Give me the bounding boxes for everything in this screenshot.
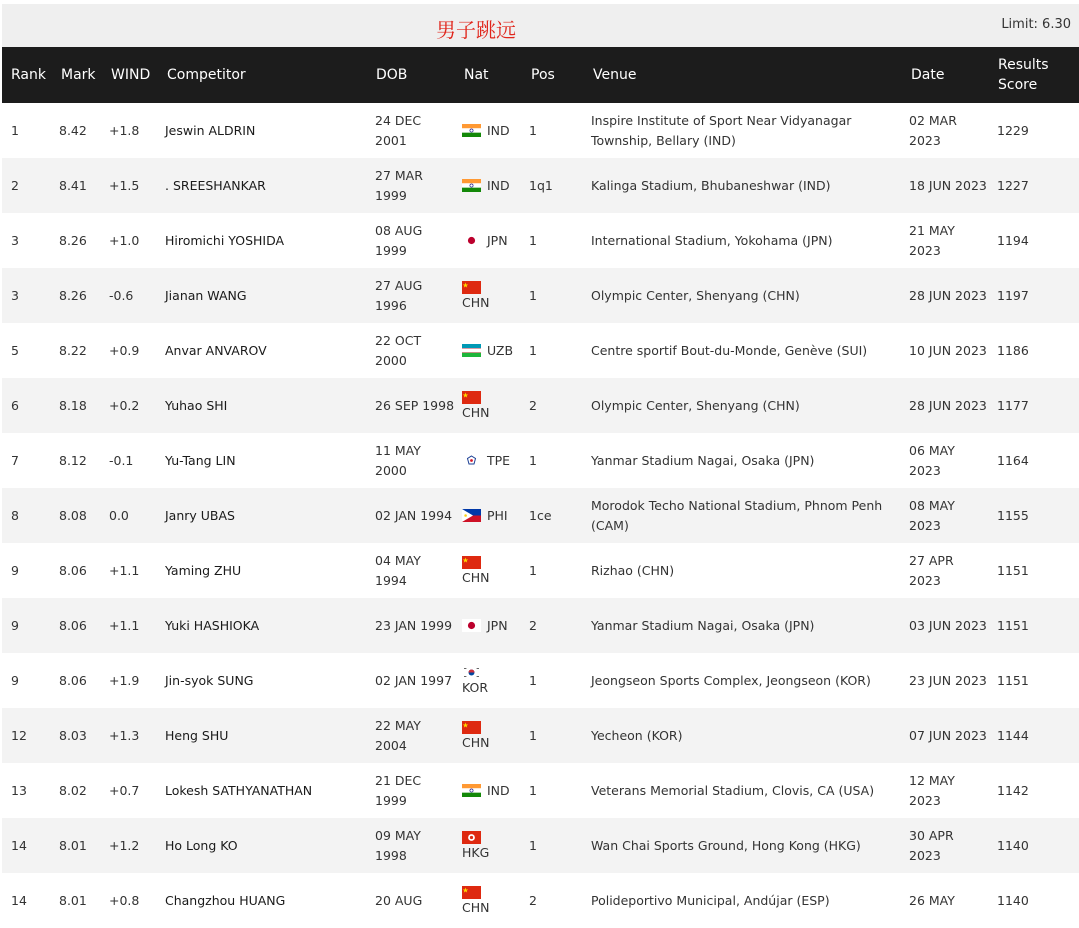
column-header-mark[interactable]: Mark (61, 67, 96, 83)
table-row (2, 598, 1079, 653)
pos-cell: 1 (529, 288, 537, 303)
score-cell: 1164 (997, 453, 1029, 468)
venue-cell: Kalinga Stadium, Bhubaneshwar (IND) (591, 177, 831, 193)
venue-cell: Inspire Institute of Sport Near Vidyanagar Township, Bellary (IND) (591, 112, 852, 148)
chn-flag-icon (462, 886, 481, 899)
competitor-link[interactable]: Yu-Tang LIN (165, 453, 236, 468)
competitor-link[interactable]: Heng SHU (165, 728, 229, 743)
chn-flag-icon (462, 721, 481, 734)
rank-cell: 1 (11, 123, 19, 138)
column-header-nat[interactable]: Nat (464, 67, 489, 83)
mark-cell: 8.26 (59, 288, 87, 303)
venue-cell: Jeongseon Sports Complex, Jeongseon (KOR) (591, 672, 871, 688)
date-cell: 30 APR 2023 (909, 827, 954, 863)
rank-cell: 9 (11, 563, 19, 578)
nat-code: JPN (487, 618, 508, 633)
date-cell: 06 MAY 2023 (909, 442, 955, 478)
dob-cell: 04 MAY 1994 (375, 552, 421, 588)
mark-cell: 8.01 (59, 893, 87, 908)
dob-cell: 22 OCT 2000 (375, 332, 422, 368)
wind-cell: +1.1 (109, 618, 140, 633)
mark-cell: 8.02 (59, 783, 87, 798)
wind-cell: 0.0 (109, 508, 129, 523)
mark-cell: 8.06 (59, 563, 87, 578)
competitor-link[interactable]: Janry UBAS (165, 508, 235, 523)
dob-cell: 22 MAY 2004 (375, 717, 421, 753)
competitor-link[interactable]: Hiromichi YOSHIDA (165, 233, 285, 248)
nat-code: CHN (462, 295, 490, 310)
nat-cell (462, 488, 526, 543)
nat-cell (462, 158, 526, 213)
dob-cell: 02 JAN 1994 (375, 507, 453, 523)
rank-cell: 13 (11, 783, 27, 798)
date-cell: 10 JUN 2023 (909, 342, 987, 358)
jpn-flag-icon (462, 619, 481, 632)
pos-cell: 1 (529, 783, 537, 798)
rank-cell: 8 (11, 508, 19, 523)
wind-cell: +1.0 (109, 233, 140, 248)
date-cell: 02 MAR 2023 (909, 112, 957, 148)
chn-flag-icon (462, 391, 481, 404)
competitor-link[interactable]: Jianan WANG (165, 288, 247, 303)
mark-cell: 8.03 (59, 728, 87, 743)
venue-cell: Olympic Center, Shenyang (CHN) (591, 287, 800, 303)
dob-cell: 11 MAY 2000 (375, 442, 421, 478)
score-cell: 1229 (997, 123, 1029, 138)
wind-cell: +1.5 (109, 178, 140, 193)
date-cell: 03 JUN 2023 (909, 617, 987, 633)
dob-cell: 24 DEC 2001 (375, 112, 422, 148)
competitor-link[interactable]: Jeswin ALDRIN (165, 123, 256, 138)
score-cell: 1151 (997, 563, 1029, 578)
column-header-competitor[interactable]: Competitor (167, 67, 246, 83)
chn-flag-icon (462, 281, 481, 294)
limit-label: Limit: 6.30 (1001, 17, 1071, 32)
pos-cell: 2 (529, 398, 537, 413)
wind-cell: +1.1 (109, 563, 140, 578)
nat-code: JPN (487, 233, 508, 248)
nat-code: IND (487, 783, 510, 798)
mark-cell: 8.22 (59, 343, 87, 358)
mark-cell: 8.06 (59, 618, 87, 633)
mark-cell: 8.01 (59, 838, 87, 853)
column-header-rank[interactable]: Rank (11, 67, 46, 83)
venue-cell: International Stadium, Yokohama (JPN) (591, 232, 833, 248)
nat-cell (462, 378, 526, 433)
competitor-link[interactable]: Yuhao SHI (165, 398, 228, 413)
pos-cell: 2 (529, 893, 537, 908)
date-cell: 23 JUN 2023 (909, 672, 987, 688)
table-row (2, 433, 1079, 488)
wind-cell: -0.6 (109, 288, 134, 303)
nat-cell (462, 543, 526, 598)
nat-cell (462, 763, 526, 818)
jpn-flag-icon (462, 234, 481, 247)
mark-cell: 8.08 (59, 508, 87, 523)
page-title: 男子跳远 (436, 18, 516, 42)
kor-flag-icon (462, 666, 481, 679)
table-row (2, 543, 1079, 598)
nat-cell (462, 818, 526, 873)
pos-cell: 1 (529, 343, 537, 358)
venue-cell: Yanmar Stadium Nagai, Osaka (JPN) (591, 617, 815, 633)
table-row (2, 323, 1079, 378)
score-cell: 1140 (997, 838, 1029, 853)
nat-code: KOR (462, 680, 489, 695)
dob-cell: 23 JAN 1999 (375, 617, 453, 633)
mark-cell: 8.18 (59, 398, 87, 413)
venue-cell: Wan Chai Sports Ground, Hong Kong (HKG) (591, 837, 861, 853)
pos-cell: 1q1 (529, 178, 553, 193)
table-row (2, 103, 1079, 158)
date-cell: 26 MAY (909, 892, 955, 908)
wind-cell: +1.2 (109, 838, 140, 853)
mark-cell: 8.06 (59, 673, 87, 688)
table-row (2, 158, 1079, 213)
score-cell: 1151 (997, 618, 1029, 633)
nat-code: CHN (462, 570, 490, 585)
table-row (2, 708, 1079, 763)
column-header-venue[interactable]: Venue (593, 67, 637, 83)
pos-cell: 2 (529, 618, 537, 633)
wind-cell: +0.8 (109, 893, 140, 908)
phi-flag-icon (462, 509, 481, 522)
score-cell: 1140 (997, 893, 1029, 908)
wind-cell: +0.9 (109, 343, 140, 358)
rank-cell: 9 (11, 673, 19, 688)
nat-code: CHN (462, 900, 490, 915)
venue-cell: Morodok Techo National Stadium, Phnom Penh (CAM) (591, 497, 883, 533)
table-row (2, 268, 1079, 323)
results-table (2, 47, 1079, 928)
column-header-pos[interactable]: Pos (531, 67, 555, 83)
date-cell: 18 JUN 2023 (909, 177, 987, 193)
venue-cell: Veterans Memorial Stadium, Clovis, CA (USA) (591, 782, 875, 798)
rank-cell: 14 (11, 838, 27, 853)
wind-cell: +0.7 (109, 783, 140, 798)
nat-code: CHN (462, 735, 490, 750)
tpe-flag-icon (462, 454, 481, 467)
venue-cell: Rizhao (CHN) (591, 562, 675, 578)
rank-cell: 6 (11, 398, 19, 413)
ind-flag-icon (462, 784, 481, 797)
nat-cell (462, 598, 526, 653)
ind-flag-icon (462, 179, 481, 192)
nat-code: CHN (462, 405, 490, 420)
nat-cell (462, 268, 526, 323)
wind-cell: +1.9 (109, 673, 140, 688)
wind-cell: +0.2 (109, 398, 140, 413)
header-bar (2, 4, 1079, 47)
competitor-link[interactable]: Ho Long KO (165, 838, 238, 853)
nat-code: IND (487, 178, 510, 193)
table-body (2, 103, 1079, 928)
wind-cell: +1.8 (109, 123, 140, 138)
competitor-link[interactable]: Lokesh SATHYANATHAN (165, 783, 313, 798)
nat-cell (462, 873, 526, 928)
nat-cell (462, 103, 526, 158)
date-cell: 21 MAY 2023 (909, 222, 955, 258)
date-cell: 28 JUN 2023 (909, 287, 987, 303)
dob-cell: 20 AUG (375, 892, 423, 908)
pos-cell: 1 (529, 123, 537, 138)
column-header-dob[interactable]: DOB (376, 67, 408, 83)
rank-cell: 12 (11, 728, 27, 743)
date-cell: 07 JUN 2023 (909, 727, 987, 743)
dob-cell: 21 DEC 1999 (375, 772, 422, 808)
competitor-link[interactable]: . SREESHANKAR (165, 178, 266, 193)
table-row (2, 488, 1079, 543)
date-cell: 28 JUN 2023 (909, 397, 987, 413)
pos-cell: 1 (529, 673, 537, 688)
pos-cell: 1 (529, 728, 537, 743)
rank-cell: 7 (11, 453, 19, 468)
competitor-link[interactable]: Anvar ANVAROV (165, 343, 267, 358)
wind-cell: -0.1 (109, 453, 134, 468)
pos-cell: 1ce (529, 508, 552, 523)
rank-cell: 9 (11, 618, 19, 633)
rank-cell: 3 (11, 233, 19, 248)
dob-cell: 26 SEP 1998 (375, 397, 455, 413)
mark-cell: 8.42 (59, 123, 87, 138)
competitor-link[interactable]: Jin-syok SUNG (165, 673, 254, 688)
nat-code: HKG (462, 845, 490, 860)
ind-flag-icon (462, 124, 481, 137)
nat-code: IND (487, 123, 510, 138)
rank-cell: 14 (11, 893, 27, 908)
wind-cell: +1.3 (109, 728, 140, 743)
rank-cell: 5 (11, 343, 19, 358)
chn-flag-icon (462, 556, 481, 569)
pos-cell: 1 (529, 453, 537, 468)
date-cell: 12 MAY 2023 (909, 772, 955, 808)
score-cell: 1151 (997, 673, 1029, 688)
mark-cell: 8.26 (59, 233, 87, 248)
score-cell: 1197 (997, 288, 1029, 303)
nat-cell (462, 213, 526, 268)
nat-code: TPE (487, 453, 511, 468)
table-row (2, 378, 1079, 433)
mark-cell: 8.12 (59, 453, 87, 468)
competitor-link[interactable]: Changzhou HUANG (165, 893, 286, 908)
score-cell: 1142 (997, 783, 1029, 798)
dob-cell: 27 AUG 1996 (375, 277, 423, 313)
table-row (2, 213, 1079, 268)
column-header-results-score[interactable]: Results Score (998, 57, 1049, 93)
score-cell: 1155 (997, 508, 1029, 523)
table-header (2, 47, 1079, 103)
table-row (2, 763, 1079, 818)
score-cell: 1194 (997, 233, 1029, 248)
date-cell: 08 MAY 2023 (909, 497, 955, 533)
dob-cell: 09 MAY 1998 (375, 827, 421, 863)
venue-cell: Olympic Center, Shenyang (CHN) (591, 397, 800, 413)
table-row (2, 818, 1079, 873)
rank-cell: 2 (11, 178, 19, 193)
nat-cell (462, 653, 526, 708)
nat-cell (462, 708, 526, 763)
date-cell: 27 APR 2023 (909, 552, 954, 588)
uzb-flag-icon (462, 344, 481, 357)
venue-cell: Yanmar Stadium Nagai, Osaka (JPN) (591, 452, 815, 468)
venue-cell: Yecheon (KOR) (591, 727, 683, 743)
hkg-flag-icon (462, 831, 481, 844)
mark-cell: 8.41 (59, 178, 87, 193)
competitor-link[interactable]: Yaming ZHU (165, 563, 242, 578)
column-header-wind[interactable]: WIND (111, 67, 151, 83)
score-cell: 1227 (997, 178, 1029, 193)
competitor-link[interactable]: Yuki HASHIOKA (165, 618, 260, 633)
score-cell: 1144 (997, 728, 1029, 743)
venue-cell: Polideportivo Municipal, Andújar (ESP) (591, 892, 830, 908)
dob-cell: 02 JAN 1997 (375, 672, 453, 688)
nat-code: UZB (487, 343, 514, 358)
nat-cell (462, 323, 526, 378)
rank-cell: 3 (11, 288, 19, 303)
column-header-date[interactable]: Date (911, 67, 945, 83)
pos-cell: 1 (529, 233, 537, 248)
pos-cell: 1 (529, 563, 537, 578)
table-row (2, 653, 1079, 708)
dob-cell: 27 MAR 1999 (375, 167, 423, 203)
score-cell: 1186 (997, 343, 1029, 358)
dob-cell: 08 AUG 1999 (375, 222, 423, 258)
nat-cell (462, 433, 526, 488)
nat-code: PHI (487, 508, 508, 523)
table-row (2, 873, 1079, 928)
score-cell: 1177 (997, 398, 1029, 413)
pos-cell: 1 (529, 838, 537, 853)
venue-cell: Centre sportif Bout-du-Monde, Genève (SUI) (591, 342, 868, 358)
